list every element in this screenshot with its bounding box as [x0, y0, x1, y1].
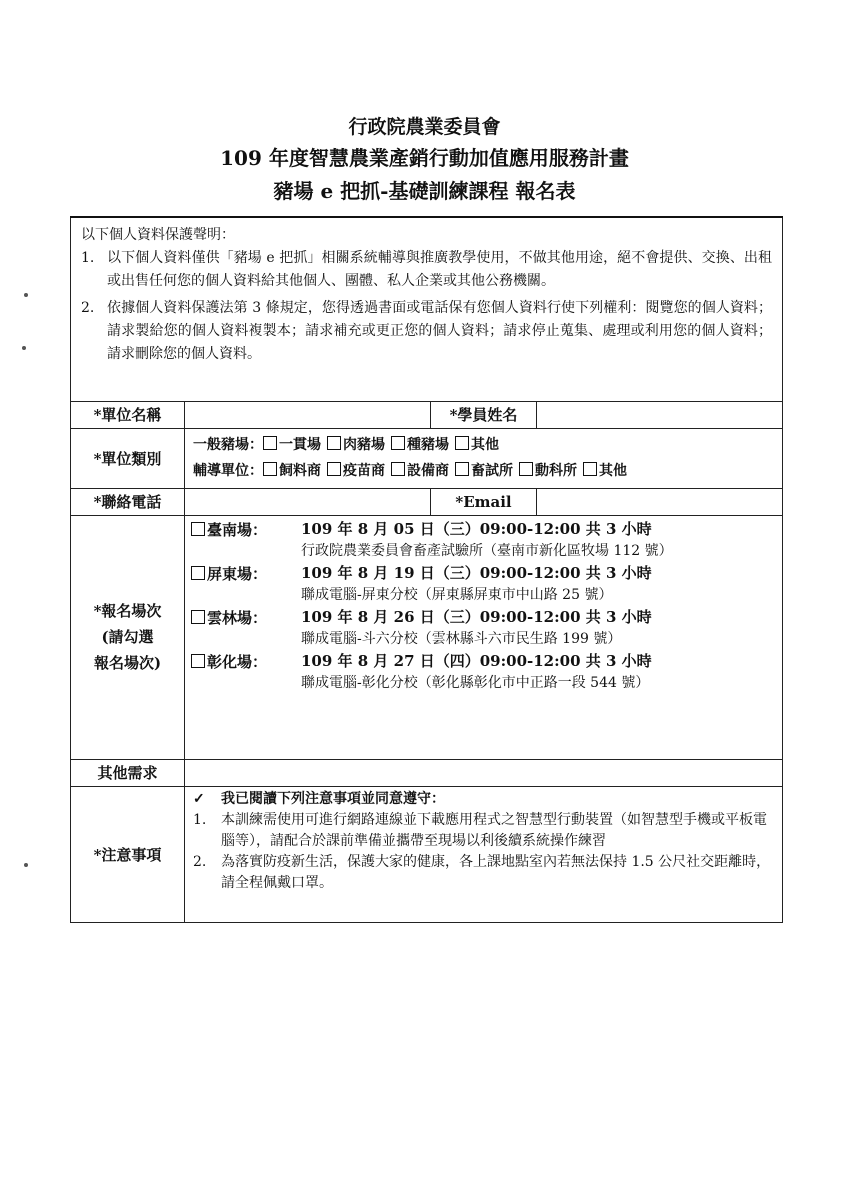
guide-option[interactable]: 動科所 [519, 463, 577, 479]
scan-dot [24, 293, 28, 297]
trainee-name-label: *學員姓名 [431, 401, 537, 428]
checkbox[interactable] [583, 462, 597, 476]
farm-option[interactable]: 肉豬場 [327, 437, 385, 453]
checkbox[interactable] [191, 610, 205, 624]
farm-option[interactable]: 種豬場 [391, 437, 449, 453]
scan-dot [22, 346, 26, 350]
checkbox[interactable] [191, 654, 205, 668]
checkbox[interactable] [391, 436, 405, 450]
notes-label: *注意事項 [71, 786, 185, 922]
guide-option[interactable]: 疫苗商 [327, 463, 385, 479]
session-label: *報名場次 (請勾選 報名場次) [71, 515, 185, 759]
unit-name-label: *單位名稱 [71, 401, 185, 428]
farm-option[interactable]: 一貫場 [263, 437, 321, 453]
checkbox[interactable] [327, 436, 341, 450]
guide-option[interactable]: 畜試所 [455, 463, 513, 479]
checkbox[interactable] [391, 462, 405, 476]
unit-type-options [185, 428, 783, 488]
checkbox[interactable] [519, 462, 533, 476]
privacy-heading: 以下個人資料保護聲明： [81, 227, 235, 243]
farm-option[interactable]: 其他 [455, 437, 499, 453]
checkbox[interactable] [191, 522, 205, 536]
trainee-name-field[interactable] [537, 401, 783, 428]
guide-option[interactable]: 其他 [583, 463, 627, 479]
checkbox[interactable] [263, 436, 277, 450]
check-mark-icon[interactable]: ✓ [193, 790, 205, 807]
agreement-line: ✓ 我已閱讀下列注意事項並同意遵守： [193, 789, 774, 810]
org-title: 行政院農業委員會 [348, 116, 501, 138]
phone-label: *聯絡電話 [71, 488, 185, 515]
session-list [185, 515, 783, 759]
farm-type-line: 一般豬場： 一貫場 肉豬場 種豬場 其他 [193, 437, 499, 453]
checkbox[interactable] [455, 462, 469, 476]
session-item: 屏東場： 109 年 8 月 19 日（三）09:00-12:00 共 3 小時 聯成電腦-屏東分校（屏東縣屏東市中山路 25 號） [191, 562, 776, 606]
form-title: 豬場 e 把抓-基礎訓練課程 報名表 [273, 179, 576, 203]
other-needs-field[interactable] [185, 759, 783, 786]
notes-content [185, 786, 783, 922]
session-item: 雲林場： 109 年 8 月 26 日（三）09:00-12:00 共 3 小時 聯成電腦-斗六分校（雲林縣斗六市民生路 199 號） [191, 606, 776, 650]
other-needs-label: 其他需求 [71, 759, 185, 786]
email-field[interactable] [537, 488, 783, 515]
note-item: 2. 為落實防疫新生活，保護大家的健康，各上課地點室內若無法保持 1.5 公尺社交距離時，請全程佩戴口罩。 [193, 853, 771, 891]
scan-dot [24, 863, 28, 867]
guide-option[interactable]: 設備商 [391, 463, 449, 479]
unit-name-field[interactable] [185, 401, 431, 428]
project-title: 109 年度智慧農業產銷行動加值應用服務計畫 [220, 146, 629, 170]
session-item: 臺南場： 109 年 8 月 05 日（三）09:00-12:00 共 3 小時 行政院農業委員會畜產試驗所（臺南市新化區牧場 112 號） [191, 518, 776, 562]
checkbox[interactable] [191, 566, 205, 580]
email-label: *Email [431, 488, 537, 515]
session-item: 彰化場： 109 年 8 月 27 日（四）09:00-12:00 共 3 小時 聯成電腦-彰化分校（彰化縣彰化市中正路一段 544 號） [191, 650, 776, 694]
document-header [0, 112, 849, 208]
guide-option[interactable]: 飼料商 [263, 463, 321, 479]
checkbox[interactable] [327, 462, 341, 476]
privacy-item: 1. 以下個人資料僅供「豬場 e 把抓」相關系統輔導與推廣教學使用，不做其他用途，絕不會提供、交換、出租或出售任何您的個人資料給其他個人、團體、私人企業或其他公務機關。 [81, 250, 772, 289]
phone-field[interactable] [185, 488, 431, 515]
unit-type-label: *單位類別 [71, 428, 185, 488]
guide-type-line: 輔導單位： 飼料商 疫苗商 設備商 畜試所 動科所 其他 [193, 463, 627, 479]
note-item: 1. 本訓練需使用可進行網路連線並下載應用程式之智慧型行動裝置（如智慧型手機或平板電腦等），請配合於課前準備並攜帶至現場以利後續系統操作練習 [193, 811, 767, 849]
privacy-statement [71, 217, 783, 401]
checkbox[interactable] [455, 436, 469, 450]
registration-form-table [70, 216, 783, 923]
checkbox[interactable] [263, 462, 277, 476]
privacy-item: 2. 依據個人資料保護法第 3 條規定，您得透過書面或電話保有您個人資料行使下列權利：閱覽您的個人資料；請求製給您的個人資料複製本；請求補充或更正您的個人資料；請求停止蒐集、處理或利用您的個人資料；請求刪除您的個人資料。 [81, 300, 772, 362]
